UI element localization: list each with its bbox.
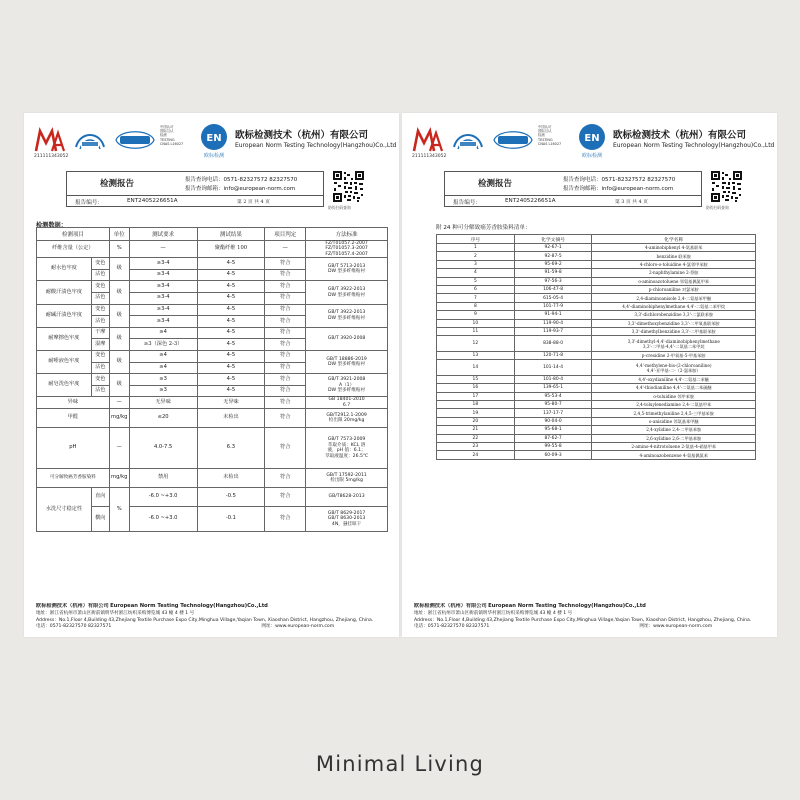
table-row: 5 97-56-3 o-aminoazotoluene 邻氨基偶氮甲苯: [437, 277, 756, 285]
report-title-box: [444, 171, 702, 195]
report-number-box: [444, 195, 702, 207]
table-row: 23 99-55-8 2-amino-4-nitrotoluene 2-氨基-4-硝基甲苯: [437, 443, 756, 451]
report-header: [402, 113, 777, 171]
table-row: 1 92-67-1 4-aminobiphenyl 4-氨基联苯: [437, 244, 756, 252]
qr-code-icon: [332, 170, 365, 203]
company-name-cn: 欧标检测技术（杭州）有限公司: [235, 130, 369, 141]
table-header-row: [437, 235, 756, 244]
col-header: 测试要求: [129, 228, 197, 241]
table-row: 沾色 ≥3-4 4-5 符合: [37, 293, 388, 305]
ma-id: 211111343052: [34, 154, 69, 159]
report-email: 报告查询邮箱：info@european-norm.com: [563, 186, 674, 192]
table-row: 水洗尺寸稳定性 直向 % -6.0 ~+3.0 -0.5 符合 GB/T8628-2013: [37, 488, 388, 507]
table-row: 异味 — 无异味 无异味 符合 GB 18401-2010 6.7: [37, 397, 388, 409]
report-header: [24, 113, 399, 171]
col-header: 序号: [437, 235, 515, 244]
report-phone: 报告查询电话：0571-82327572 82327570: [563, 177, 676, 183]
table-row: 沾色 ≥3-4 4-5 符合: [37, 316, 388, 328]
report-phone: 报告查询电话：0571-82327572 82327570: [185, 177, 298, 183]
table-row: 16 139-65-1 4,4'-thiodianiline 4,4'-二氨基二苯硫醚: [437, 384, 756, 392]
svg-text:欧标检测: 欧标检测: [203, 153, 225, 159]
svg-text:EN: EN: [584, 133, 600, 144]
table-row: 甲醛 mg/kg ≤20 未检出 符合 GB/T2912.1-2009 检出限 20mg/kg: [37, 409, 388, 428]
table-row: 4 91-59-8 2-naphthylamine 2-萘胺: [437, 269, 756, 277]
table-row: 13 120-71-8 p-cresidine 2-甲氧基-5-甲基苯胺: [437, 351, 756, 359]
ma-id: 211111343052: [412, 154, 447, 159]
table-row: 22 87-62-7 2,6-xylidine 2,6-二甲基苯胺: [437, 434, 756, 442]
col-header: 化学文摘号: [514, 235, 592, 244]
company-name-en: European Norm Testing Technology(Hangzhou)Co.,Ltd: [613, 142, 775, 149]
report-title: 检测报告: [99, 179, 134, 189]
table-row: pH — 4.0-7.5 6.3 符合 GB/T 7573-2009 萃取介质：KCL 溶 液，pH 值：6.1； 萃取液温度：26.5℃: [37, 428, 388, 469]
amine-list-table: [436, 234, 756, 460]
cnas-accreditation-text: 中国认可 国际互认 检测 TESTING CNAS L16027: [538, 125, 562, 146]
table-row: 20 90-04-0 o-anisidine 邻氨基苯甲醚: [437, 417, 756, 425]
table-row: 14 101-14-4 4,4'-methylene-bis-(2-chloroaniline) 4,4'-亚甲基-二-（2-氯苯胺）: [437, 360, 756, 376]
col-header: 单位: [109, 228, 129, 241]
table-row: 6 106-47-8 p-chloroaniline 对氯苯胺: [437, 285, 756, 293]
table-row: 耐摩擦色牢度 干摩 级 ≥4 4-5 符合 GB/T 3920-2008: [37, 327, 388, 339]
table-row: 2 92-87-5 benzidine 联苯胺: [437, 252, 756, 260]
table-row: 12 838-88-0 3,3'-dimethyl-4,4'-diaminobiphenylmethane 3,3'-二甲基-4,4'-二氨基二苯甲烷: [437, 336, 756, 352]
company-name-en: European Norm Testing Technology(Hangzhou)Co.,Ltd: [235, 142, 397, 149]
table-row: 沾色 ≥3-4 4-5 符合: [37, 269, 388, 281]
report-title: 检测报告: [477, 179, 512, 189]
qr-caption: 防伪扫码查询: [706, 205, 729, 210]
table-row: 沾色 ≥3 4-5 符合: [37, 385, 388, 397]
report-page-3: [402, 113, 777, 637]
table-row: 3 95-69-2 4-chloro-o-toluidine 4-氯邻甲苯胺: [437, 260, 756, 268]
table-row: 10 119-90-4 3,3'-dimethoxybenzidine 3,3'-二甲氧基联苯胺: [437, 319, 756, 327]
table-row: 9 91-94-1 3,3'-dichlorobenzidine 3,3'-二氯联苯胺: [437, 311, 756, 319]
table-row: 15 101-80-4 4,4'-oxydianiline 4,4'-二氨基二苯醚: [437, 375, 756, 383]
table-row: 11 119-93-7 3,3'-dimethylbenzidine 3,3'-二甲基联苯胺: [437, 327, 756, 335]
ilac-mra-logo-icon: [450, 127, 486, 153]
table-row: 18 95-80-7 2,4-toluylenediamine 2,4-二氨基甲苯: [437, 401, 756, 409]
col-header: 检测项目: [37, 228, 110, 241]
caption-title: Minimal Living: [315, 752, 485, 776]
table-header-row: [37, 228, 388, 241]
qr-code-icon: [710, 170, 743, 203]
table-row: 可分解致癌芳香胺染料 mg/kg 禁用 未检出 符合 GB/T 17592-2011 检出限 5mg/kg: [37, 469, 388, 488]
ma-logo-icon: [412, 127, 444, 153]
cnas-logo-icon: [112, 127, 158, 153]
section-label: 检测数据：: [36, 222, 67, 229]
table-row: 耐水色牢度 变色 级 ≥3-4 4-5 符合 GB/T 5713-2013 DW 型多纤维贴衬: [37, 258, 388, 270]
cnas-logo-icon: [490, 127, 536, 153]
report-footer: 欧标检测技术（杭州）有限公司 European Norm Testing Technology(Hangzhou)Co.,Ltd 地址：浙江省杭州市萧山区衙前镇明华村浙江纺织采购博览城 43 幢 4 楼 1 号 Address：No.1,Floor 4,Building 43,Zhejiang Textile Purchase Expo City,Minghua Village,Yaqian Town, Xiaoshan District, Hangzhou, Zhejiang, China. 电话：0571-82327570 82327571 网址：www.european-norm.com: [36, 603, 374, 630]
page-number: 第 2 页 共 4 页: [237, 200, 270, 205]
report-number-label: 报告编号：: [75, 200, 103, 206]
svg-text:EN: EN: [206, 133, 222, 144]
amine-list-body: [437, 244, 756, 460]
table-row: 耐酸汗渍色牢度 变色 级 ≥3-4 4-5 符合 GB/T 3922-2013 DW 型多纤维贴衬: [37, 281, 388, 293]
svg-text:欧标检测: 欧标检测: [581, 153, 603, 159]
test-data-table: [36, 227, 388, 532]
col-header: 方法标准: [306, 228, 388, 241]
report-number: ENT2405226651A: [505, 198, 556, 204]
col-header: 项目判定: [265, 228, 306, 241]
table-row: 19 137-17-7 2,4,5-trimethylaniline 2,4,5-三甲基苯胺: [437, 409, 756, 417]
ilac-mra-logo-icon: [72, 127, 108, 153]
table-row: 17 95-53-4 o-toluidine 邻甲苯胺: [437, 392, 756, 400]
col-header: 测试结果: [197, 228, 265, 241]
page-number: 第 3 页 共 4 页: [615, 200, 648, 205]
table-row: 横向 -6.0 ~+3.0 -0.1 符合 GB/T 8629-2017 GB/T 8630-2013 4N，悬挂晾干: [37, 507, 388, 532]
table-row: 24 60-09-3 4-aminoazobenzene 4-氨基偶氮苯: [437, 451, 756, 459]
table-row: 7 615-05-4 2,4-diaminoanisole 2,4-二氨基苯甲醚: [437, 294, 756, 302]
amine-list-title: 附 24 种可分解致癌芳香胺染料清单：: [436, 225, 531, 231]
table-row: 沾色 ≥4 4-5 符合: [37, 362, 388, 374]
table-row: 湿摩 ≥3（深色 2-3） 4-5 符合: [37, 339, 388, 351]
table-row: 21 95-68-1 2,4-xylidine 2,4-二甲基苯胺: [437, 426, 756, 434]
report-number-box: [66, 195, 324, 207]
report-number: ENT2405226651A: [127, 198, 178, 204]
table-row: 耐唾液色牢度 变色 级 ≥4 4-5 符合 GB/T 18886-2019 DW 型多纤维贴衬: [37, 350, 388, 362]
report-page-2: [24, 113, 399, 637]
company-name-cn: 欧标检测技术（杭州）有限公司: [613, 130, 747, 141]
table-row: 耐碱汗渍色牢度 变色 级 ≥3-4 4-5 符合 GB/T 3922-2013 DW 型多纤维贴衬: [37, 304, 388, 316]
table-row: 纤维含量（公定） % — 聚酯纤维 100 — FZ/T01057.2-2007 FZ/T01057.3-2007 FZ/T01057.4-2007: [37, 241, 388, 258]
table-row: 耐皂洗色牢度 变色 级 ≥3 4-5 符合 GB/T 3921-2008 A（1） DW 型多纤维贴衬: [37, 374, 388, 386]
report-email: 报告查询邮箱：info@european-norm.com: [185, 186, 296, 192]
report-footer: 欧标检测技术（杭州）有限公司 European Norm Testing Technology(Hangzhou)Co.,Ltd 地址：浙江省杭州市萧山区衙前镇明华村浙江纺织采购博览城 43 幢 4 楼 1 号 Address：No.1,Floor 4,Building 43,Zhejiang Textile Purchase Expo City,Minghua Village,Yaqian Town, Xiaoshan District, Hangzhou, Zhejiang, China. 电话：0571-82327570 82327571 网址：www.european-norm.com: [414, 603, 752, 630]
cnas-accreditation-text: 中国认可 国际互认 检测 TESTING CNAS L16027: [160, 125, 184, 146]
en-company-logo-icon: [198, 123, 230, 159]
report-number-label: 报告编号：: [453, 200, 481, 206]
report-title-box: [66, 171, 324, 195]
qr-caption: 防伪扫码查询: [328, 205, 351, 210]
col-header: 化学名称: [592, 235, 756, 244]
en-company-logo-icon: [576, 123, 608, 159]
ma-logo-icon: [34, 127, 66, 153]
table-row: 8 101-77-9 4,4'-diaminobiphenylmethane 4,4'-二氨基二苯甲烷: [437, 302, 756, 310]
